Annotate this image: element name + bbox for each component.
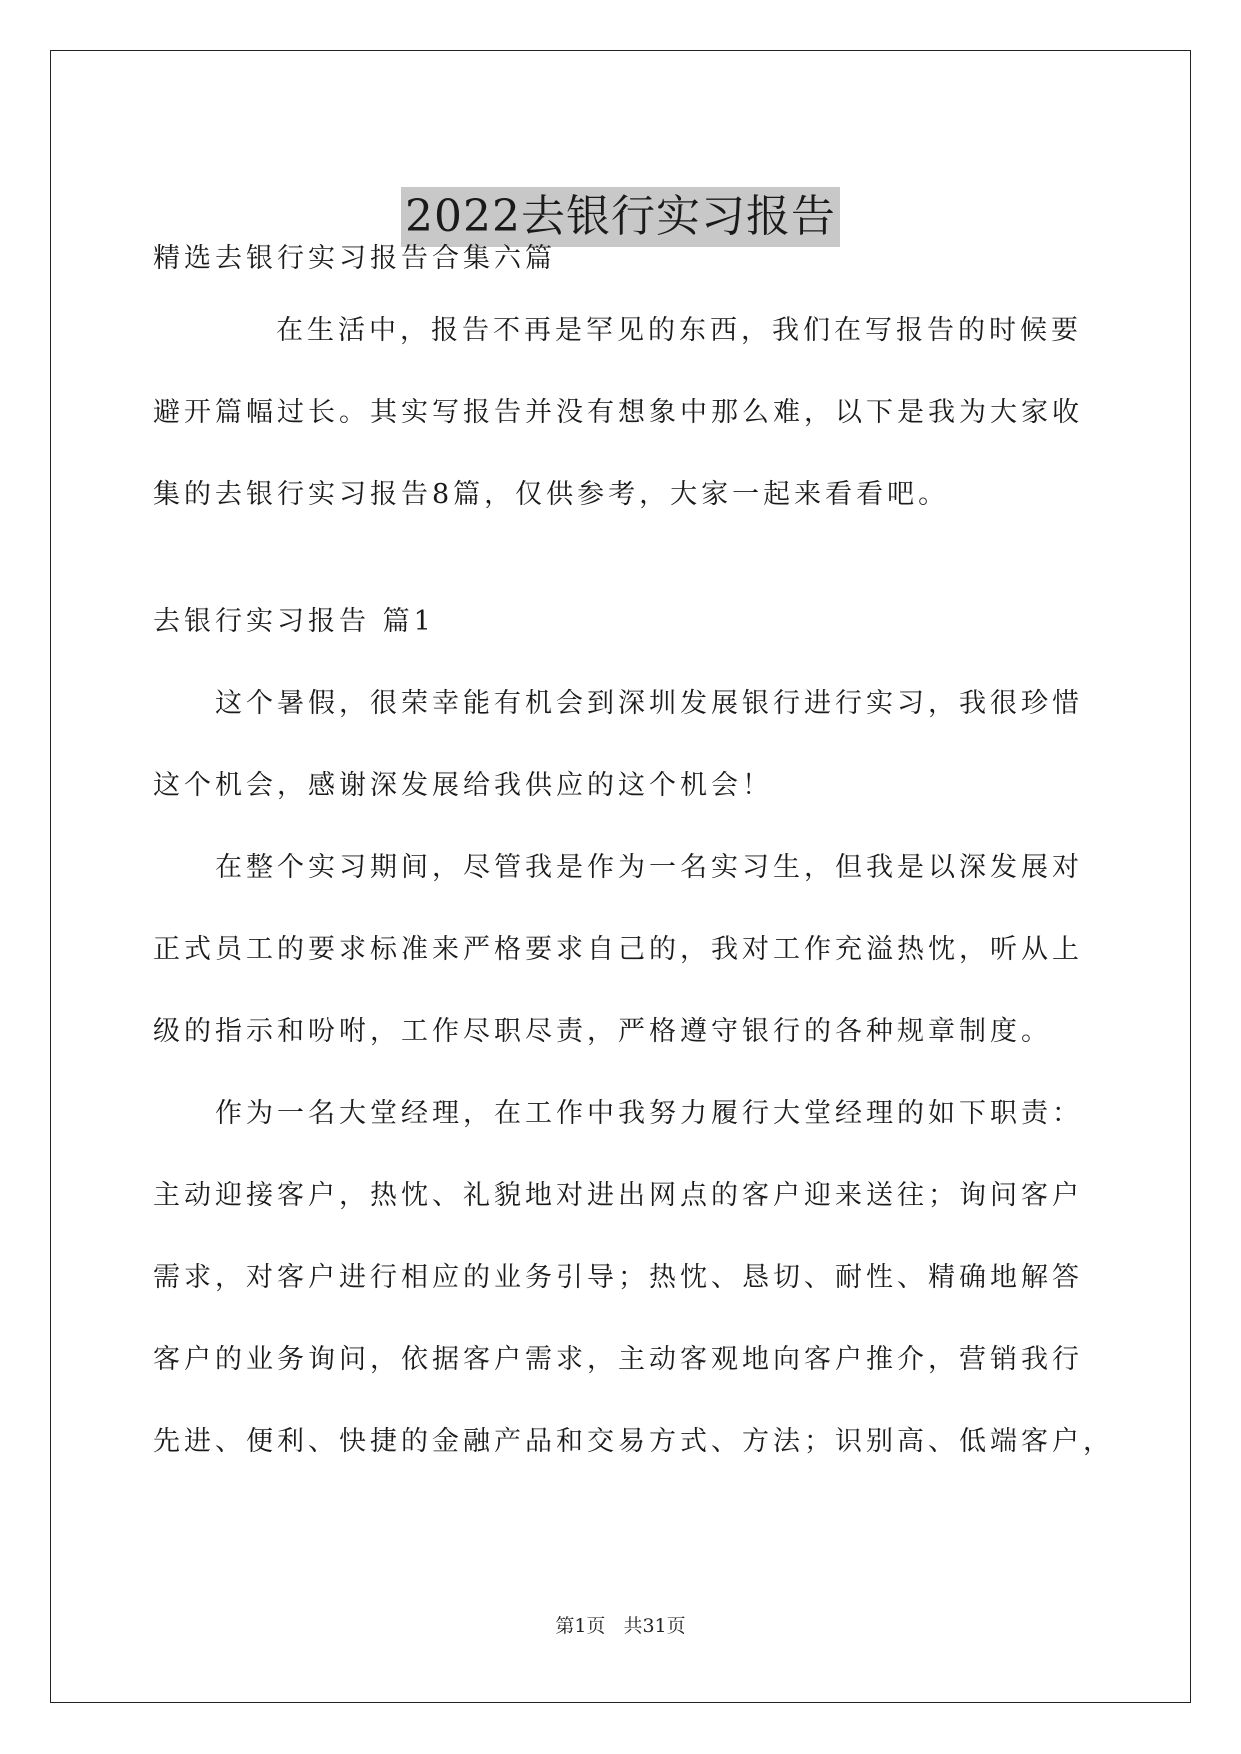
paragraph-line: 在整个实习期间，尽管我是作为一名实习生，但我是以深发展对	[215, 852, 1083, 883]
paragraph-line: 先进、便利、快捷的金融产品和交易方式、方法；识别高、低端客户，	[153, 1426, 1114, 1457]
intro-line: 在生活中，报告不再是罕见的东西，我们在写报告的时候要	[276, 315, 1082, 346]
paragraph-line: 作为一名大堂经理，在工作中我努力履行大堂经理的如下职责：	[215, 1098, 1083, 1129]
paragraph-2	[153, 827, 1093, 1073]
paragraph-line: 需求，对客户进行相应的业务引导；热忱、恳切、耐性、精确地解答	[153, 1262, 1083, 1293]
document-title: 2022去银行实习报告	[401, 187, 840, 247]
paragraph-line: 客户的业务询问，依据客户需求，主动客观地向客户推介，营销我行	[153, 1344, 1083, 1375]
intro-line: 集的去银行实习报告8篇，仅供参考，大家一起来看看吧。	[153, 479, 950, 510]
paragraph-line: 这个机会，感谢深发展给我供应的这个机会！	[153, 770, 773, 801]
page-total: 共31页	[623, 1615, 686, 1637]
paragraph-3	[153, 1073, 1114, 1483]
page-number: 第1页	[555, 1615, 606, 1637]
subtitle-line: 精选去银行实习报告合集六篇	[153, 243, 556, 274]
paragraph-1	[153, 663, 1093, 827]
paragraph-line: 正式员工的要求标准来严格要求自己的，我对工作充溢热忱，听从上	[153, 934, 1083, 965]
intro-line: 避开篇幅过长。其实写报告并没有想象中那么难，以下是我为大家收	[153, 397, 1083, 428]
subtitle	[153, 218, 1093, 300]
intro-paragraph	[153, 290, 1093, 536]
paragraph-line: 这个暑假，很荣幸能有机会到深圳发展银行进行实习，我很珍惜	[215, 688, 1083, 719]
paragraph-line: 级的指示和吩咐，工作尽职尽责，严格遵守银行的各种规章制度。	[153, 1016, 1052, 1047]
section-heading-line: 去银行实习报告 篇1	[153, 606, 435, 637]
section-heading	[153, 581, 1093, 663]
paragraph-line: 主动迎接客户，热忱、礼貌地对进出网点的客户迎来送往；询问客户	[153, 1180, 1083, 1211]
page-footer	[0, 1611, 1241, 1638]
